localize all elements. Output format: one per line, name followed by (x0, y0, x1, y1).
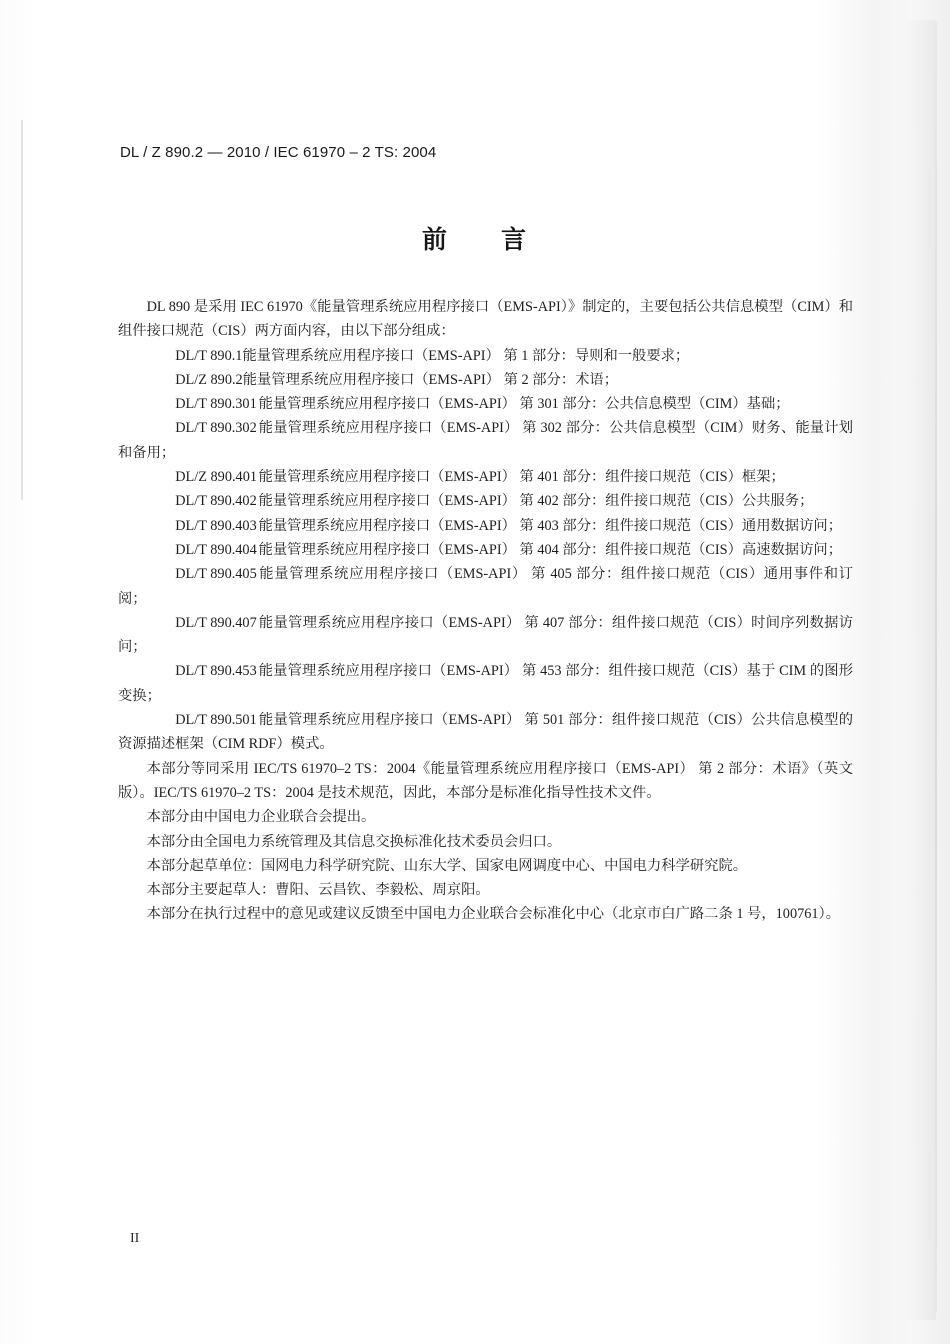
part-item (118, 344, 853, 368)
part-code: DL/T 890.453 (175, 663, 257, 680)
part-item (118, 659, 853, 708)
part-title: 能量管理系统应用程序接口（EMS-API） 第 501 部分：组件接口规范（CIS）公共信息模型的资源描述框架（CIM RDF）模式。 (118, 712, 853, 753)
part-code: DL/T 890.407 (175, 614, 257, 631)
adoption-paragraph: 本部分等同采用 IEC/TS 61970–2 TS：2004《能量管理系统应用程序接口（EMS-API） 第 2 部分：术语》（英文版）。IEC/TS 61970–2 TS：2004 是技术规范，因此，本部分是标准化指导性技术文件。 (118, 760, 853, 801)
part-code: DL/Z 890.401 (175, 469, 257, 486)
part-item (118, 708, 853, 757)
part-item (118, 562, 853, 611)
part-code: DL/T 890.404 (175, 541, 257, 558)
part-code: DL/T 890.402 (175, 493, 257, 510)
part-code: DL/T 890.301 (175, 396, 257, 413)
part-item (118, 465, 853, 489)
page-title (0, 220, 950, 256)
scan-edge-left (21, 120, 23, 500)
part-code: DL/T 890.302 (175, 420, 257, 437)
part-title: 能量管理系统应用程序接口（EMS-API） 第 302 部分：公共信息模型（CIM）财务、能量计划和备用； (118, 420, 853, 461)
part-title: 能量管理系统应用程序接口（EMS-API） 第 404 部分：组件接口规范（CIS）高速数据访问； (258, 541, 842, 558)
part-code: DL/T 890.403 (175, 517, 257, 534)
part-item (118, 368, 853, 392)
part-code: DL/T 890.1 (175, 347, 243, 364)
page-number: II (130, 1231, 140, 1246)
part-title: 能量管理系统应用程序接口（EMS-API） 第 402 部分：组件接口规范（CIS）公共服务； (258, 493, 814, 510)
standard-code-header: DL / Z 890.2 — 2010 / IEC 61970 – 2 TS: 2004 (120, 144, 437, 161)
title-char-2: 言 (501, 225, 529, 254)
part-title: 能量管理系统应用程序接口（EMS-API） 第 405 部分：组件接口规范（CIS）通用事件和订阅； (118, 566, 853, 607)
part-code: DL/T 890.405 (175, 566, 257, 583)
part-item (118, 416, 853, 465)
preface-body (118, 295, 853, 927)
part-item (118, 392, 853, 416)
part-item (118, 538, 853, 562)
part-title: 能量管理系统应用程序接口（EMS-API） 第 2 部分：术语； (242, 371, 619, 388)
part-title: 能量管理系统应用程序接口（EMS-API） 第 401 部分：组件接口规范（CIS）框架； (258, 469, 785, 486)
part-item (118, 489, 853, 513)
part-title: 能量管理系统应用程序接口（EMS-API） 第 301 部分：公共信息模型（CIM）基础； (258, 396, 790, 413)
feedback-paragraph: 本部分在执行过程中的意见或建议反馈至中国电力企业联合会标准化中心（北京市白广路二条 1 号，100761）。 (146, 906, 840, 923)
part-title: 能量管理系统应用程序接口（EMS-API） 第 407 部分：组件接口规范（CIS）时间序列数据访问； (118, 614, 853, 656)
title-char-1: 前 (421, 225, 449, 254)
part-code: DL/Z 890.2 (175, 371, 243, 388)
part-item (118, 611, 853, 660)
part-title: 能量管理系统应用程序接口（EMS-API） 第 453 部分：组件接口规范（CIS）基于 CIM 的图形变换； (118, 663, 853, 704)
part-item (118, 514, 853, 538)
part-title: 能量管理系统应用程序接口（EMS-API） 第 403 部分：组件接口规范（CIS）通用数据访问； (258, 517, 842, 534)
proposer-paragraph: 本部分由中国电力企业联合会提出。 (146, 809, 376, 826)
part-code: DL/T 890.501 (175, 712, 257, 729)
committee-paragraph: 本部分由全国电力系统管理及其信息交换标准化技术委员会归口。 (146, 833, 562, 850)
intro-paragraph: DL 890 是采用 IEC 61970《能量管理系统应用程序接口（EMS-API）》制定的，主要包括公共信息模型（CIM）和组件接口规范（CIS）两方面内容，由以下部分组成： (118, 299, 853, 340)
scan-binding-shadow (900, 20, 936, 1320)
part-title: 能量管理系统应用程序接口（EMS-API） 第 1 部分：导则和一般要求； (242, 347, 690, 364)
scan-edge-right (935, 22, 937, 1312)
drafting-units-paragraph: 本部分起草单位：国网电力科学研究院、山东大学、国家电网调度中心、中国电力科学研究院。 (146, 857, 748, 874)
drafters-paragraph: 本部分主要起草人：曹阳、云昌钦、李毅松、周京阳。 (146, 882, 490, 899)
